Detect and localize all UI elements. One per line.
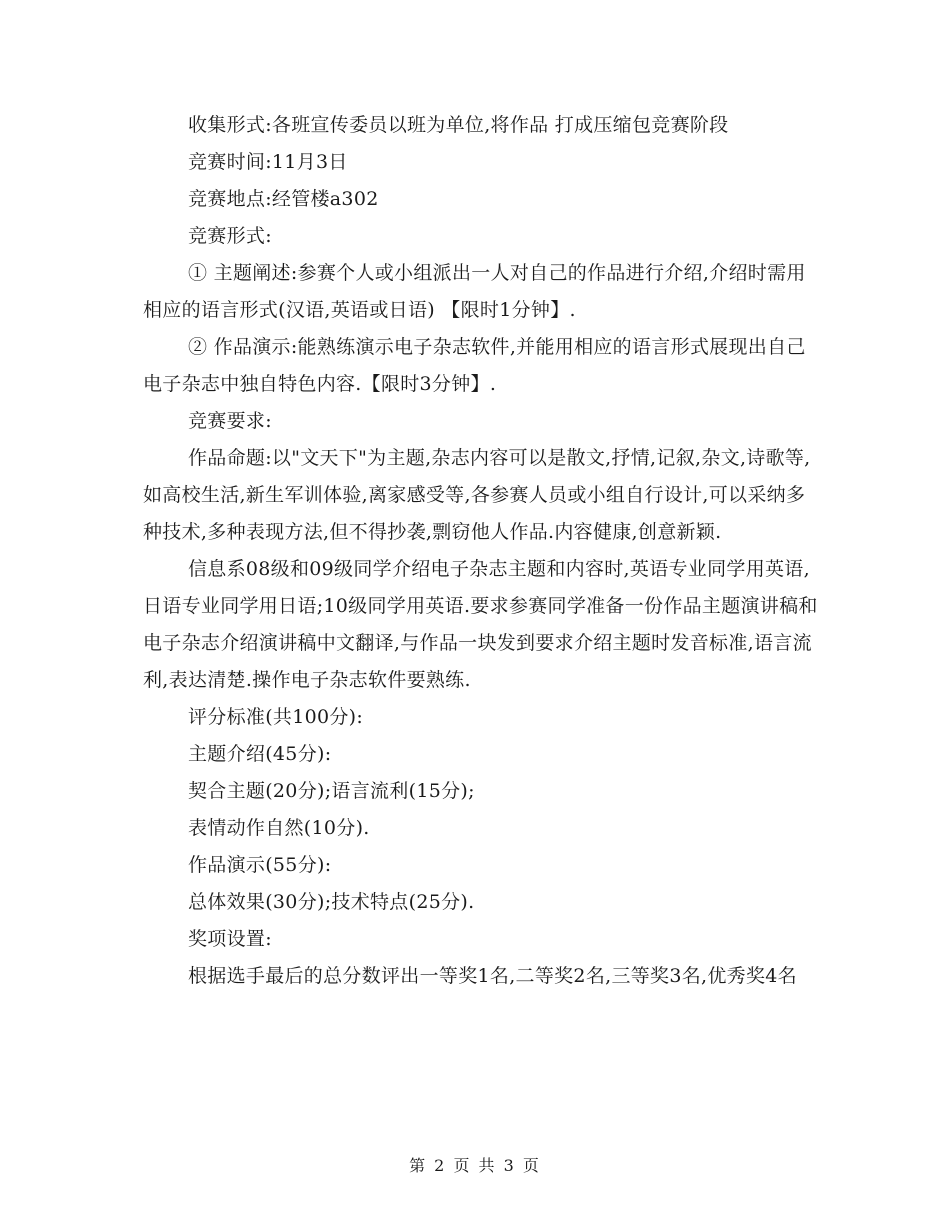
paragraph-awards-details: 根据选手最后的总分数评出一等奖1名,二等奖2名,三等奖3名,优秀奖4名 xyxy=(188,965,797,987)
paragraph-requirements-heading: 竞赛要求: xyxy=(188,410,272,432)
paragraph-expression-score: 表情动作自然(10分). xyxy=(188,817,370,839)
paragraph-competition-location: 竞赛地点:经管楼a302 xyxy=(188,188,379,210)
page-number-label: 第 2 页 共 3 页 xyxy=(409,1156,541,1175)
paragraph-demo-score: 作品演示(55分): xyxy=(188,854,332,876)
paragraph-competition-time: 竞赛时间:11月3日 xyxy=(188,151,348,173)
paragraph-language-requirements: 信息系08级和09级同学介绍电子杂志主题和内容时,英语专业同学用英语,日语专业同学用日语;10级同学用英语.要求参赛同学准备一份作品主题演讲稿和电子杂志介绍演讲稿中文翻译,与作品一块发到要求介绍主题时发音标准,语言流利,表达清楚.操作电子杂志软件要熟练. xyxy=(143,558,818,691)
paragraph-scoring-heading: 评分标准(共100分): xyxy=(188,706,364,728)
paragraph-work-theme: 作品命题:以"文天下"为主题,杂志内容可以是散文,抒情,记叙,杂文,诗歌等,如高校生活,新生军训体验,离家感受等,各参赛人员或小组自行设计,可以采纳多种技术,多种表现方法,但不得抄袭,剽窃他人作品.内容健康,创意新颖. xyxy=(143,447,811,543)
page-footer xyxy=(0,1153,950,1176)
paragraph-competition-format-heading: 竞赛形式: xyxy=(188,225,272,247)
paragraph-awards-heading: 奖项设置: xyxy=(188,928,272,950)
document-body xyxy=(143,107,823,995)
paragraph-theme-intro-score: 主题介绍(45分): xyxy=(188,743,332,765)
paragraph-theme-presentation: ① 主题阐述:参赛个人或小组派出一人对自己的作品进行介绍,介绍时需用相应的语言形式(汉语,英语或日语) 【限时1分钟】. xyxy=(143,262,806,321)
paragraph-theme-fit-score: 契合主题(20分);语言流利(15分); xyxy=(188,780,475,802)
paragraph-work-demonstration: ② 作品演示:能熟练演示电子杂志软件,并能用相应的语言形式展现出自己电子杂志中独自特色内容.【限时3分钟】. xyxy=(143,336,806,395)
paragraph-collection-form: 收集形式:各班宣传委员以班为单位,将作品 打成压缩包竞赛阶段 xyxy=(188,114,729,136)
paragraph-overall-effect-score: 总体效果(30分);技术特点(25分). xyxy=(188,891,475,913)
